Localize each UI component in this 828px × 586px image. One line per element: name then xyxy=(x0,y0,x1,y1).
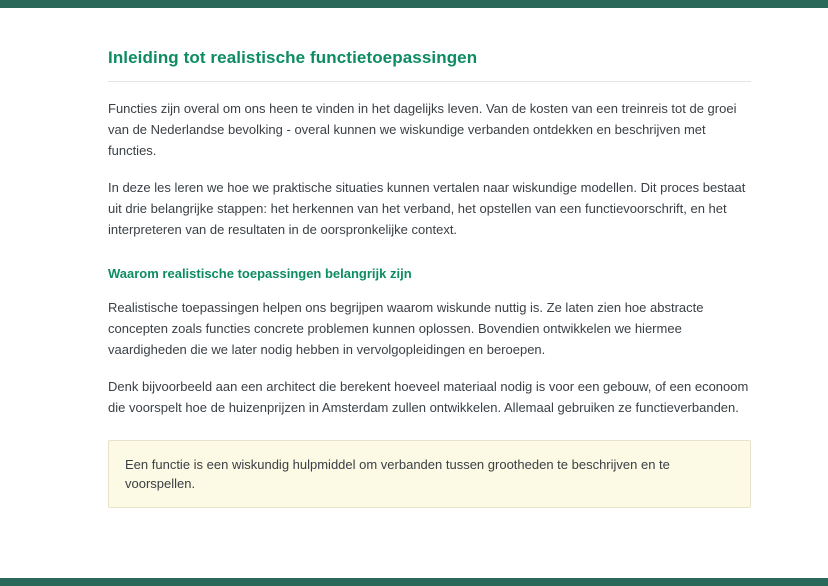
page-title: Inleiding tot realistische functietoepassingen xyxy=(108,48,751,82)
section-paragraph: Denk bijvoorbeeld aan een architect die berekent hoeveel materiaal nodig is voor een gebouw, of een econoom die voorspelt hoe de huizenprijzen in Amsterdam zullen ontwikkelen. Allemaal gebruiken ze functieverbanden. xyxy=(108,379,749,415)
top-accent-bar xyxy=(0,0,828,8)
section-heading: Waarom realistische toepassingen belangrijk zijn xyxy=(108,266,412,281)
definition-callout-text: Een functie is een wiskundig hulpmiddel om verbanden tussen grootheden te beschrijven en te voorspellen. xyxy=(125,457,670,491)
intro-paragraph: In deze les leren we hoe we praktische situaties kunnen vertalen naar wiskundige modellen. Dit proces bestaat uit drie belangrijke stappen: het herkennen van het verband, het opstellen van een functievoorschrift, en het interpreteren van de resultaten in de oorspronkelijke context. xyxy=(108,180,746,237)
definition-callout xyxy=(108,440,751,508)
intro-paragraph: Functies zijn overal om ons heen te vinden in het dagelijks leven. Van de kosten van een treinreis tot de groei van de Nederlandse bevolking - overal kunnen we wiskundige verbanden ontdekken en beschrijven met functies. xyxy=(108,101,737,158)
bottom-accent-bar xyxy=(0,578,828,586)
lesson-content xyxy=(108,8,751,508)
section-paragraph: Realistische toepassingen helpen ons begrijpen waarom wiskunde nuttig is. Ze laten zien hoe abstracte concepten zoals functies concrete problemen kunnen oplossen. Bovendien ontwikkelen we hiermee vaardigheden die we later nodig hebben in vervolgopleidingen en beroepen. xyxy=(108,300,704,357)
